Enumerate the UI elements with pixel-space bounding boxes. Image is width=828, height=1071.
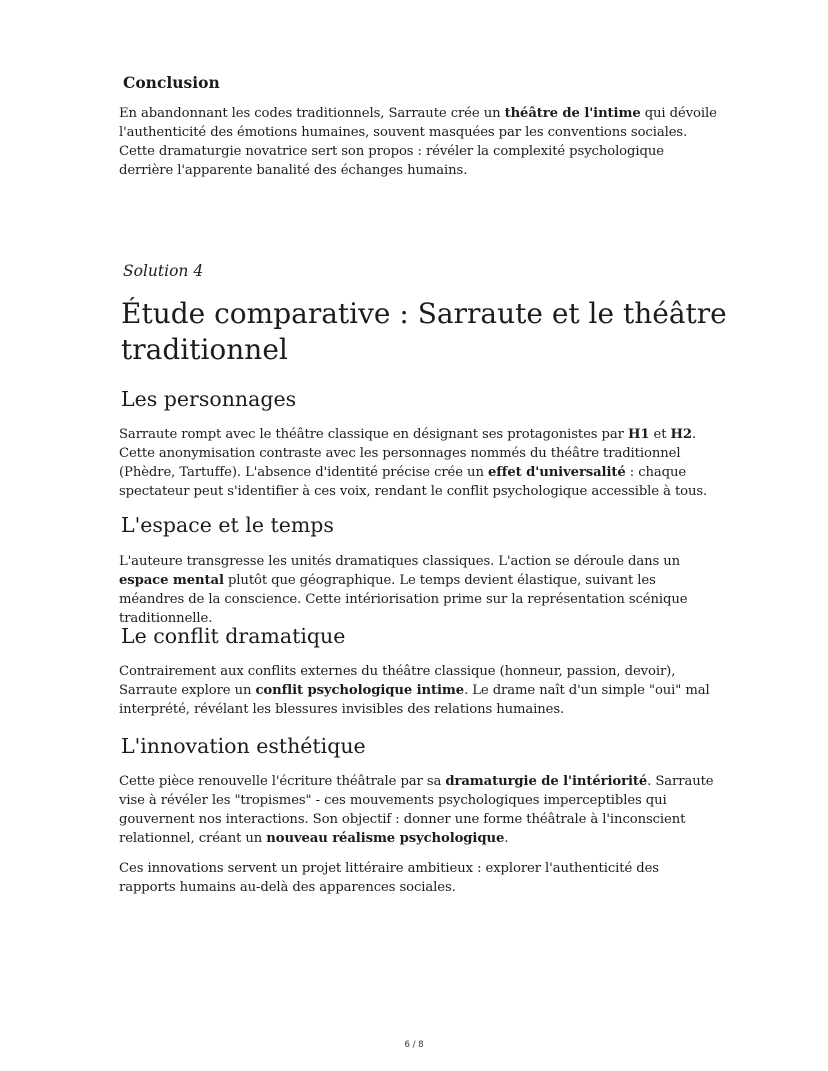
innovation-paragraph: Cette pièce renouvelle l'écriture théâtrale par sa dramaturgie de l'intériorité. Sarraute vise à révéler les "tropismes" - ces mouvements psychologiques imperceptibles qui gouvernent nos interactions. Son objectif : donner une forme théâtrale à l'inconscient relationnel, créant un nouveau réalisme psychologique. (119, 774, 714, 846)
page-number: 6 / 8 (404, 1040, 424, 1050)
personnages-paragraph: Sarraute rompt avec le théâtre classique en désignant ses protagonistes par H1 et H2. Cette anonymisation contraste avec les personnages nommés du théâtre traditionnel (Phèdre, Tartuffe). L'absence d'identité précise crée un effet d'universalité : chaque spectateur peut s'identifier à ces voix, rendant le conflit psychologique accessible à tous. (119, 427, 708, 499)
section-heading-espace: L'espace et le temps (121, 513, 334, 537)
section-heading-personnages: Les personnages (121, 387, 297, 411)
conclusion-paragraph: En abandonnant les codes traditionnels, Sarraute crée un théâtre de l'intime qui dévoile l'authenticité des émotions humaines, souvent masquées par les conventions sociales. Cette dramaturgie novatrice sert son propos : révéler la complexité psychologique derrière l'apparente banalité des échanges humains. (119, 106, 717, 178)
conflit-paragraph: Contrairement aux conflits externes du théâtre classique (honneur, passion, devoir), Sarraute explore un conflit psychologique intime. Le drame naît d'un simple "oui" mal interprété, révélant les blessures invisibles des relations humaines. (119, 664, 710, 717)
espace-paragraph: L'auteure transgresse les unités dramatiques classiques. L'action se déroule dans un espace mental plutôt que géographique. Le temps devient élastique, suivant les méandres de la conscience. Cette intériorisation prime sur la représentation scénique traditionnelle. (119, 554, 688, 626)
solution-label: Solution 4 (123, 262, 204, 280)
section-heading-innovation: L'innovation esthétique (121, 734, 366, 758)
section-heading-conflit: Le conflit dramatique (121, 624, 346, 648)
conclusion-heading: Conclusion (123, 73, 220, 92)
emphasis-theatre-intime: théâtre de l'intime (504, 106, 641, 121)
final-paragraph: Ces innovations servent un projet littéraire ambitieux : explorer l'authenticité des rapports humains au-delà des apparences sociales. (119, 861, 659, 895)
page-title: Étude comparative : Sarraute et le théâtre traditionnel (121, 297, 727, 366)
